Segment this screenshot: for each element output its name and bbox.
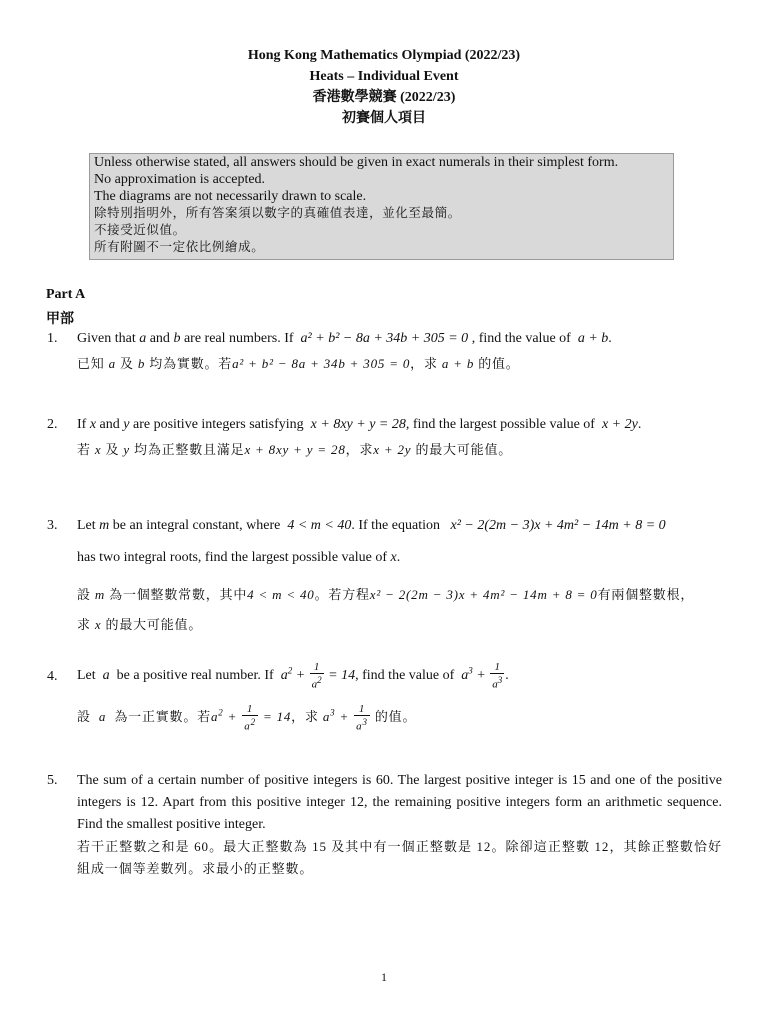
q3-text-line2: has two integral roots, find the largest possible value of [77, 550, 388, 565]
document-header [0, 45, 768, 129]
q1-text-d: , find the value of [471, 331, 571, 346]
question-4-zh [77, 703, 416, 733]
q4-text-a: Let [77, 668, 96, 684]
q3-equation: x² − 2(2m − 3)x + 4m² − 14m + 8 = 0 [450, 518, 666, 533]
q1-var-b: b [173, 331, 181, 346]
q4-zh-fraction: $\frac{1}{a^2}$ [244, 703, 256, 733]
q2-zh-target: x + 2y [373, 442, 412, 457]
q1-zh-target: a + b [441, 356, 475, 371]
q4-var-a: a [102, 668, 110, 684]
part-heading-zh: 甲部 [46, 312, 74, 327]
q3-zh-c: 。若方程 [314, 587, 370, 602]
q2-zh-equation: x + 8xy + y = 28 [244, 442, 346, 457]
question-3-zh [77, 584, 694, 603]
q1-equation: a² + b² − 8a + 34b + 305 = 0 [300, 331, 469, 346]
q4-zh-equation: $a^2$ + $\frac{1}{a^2}$ = 14 [210, 703, 292, 733]
q3-text-c: . If the equation [351, 518, 440, 533]
instructions-box [89, 153, 674, 260]
question-4-number: 4. [47, 669, 58, 684]
q1-zh-var-b: b [137, 356, 146, 371]
q3-zh-condition: 4 < m < 40 [247, 587, 315, 602]
q2-text-d: , find the largest possible value of [405, 417, 595, 432]
q2-zh-a: 若 [77, 442, 91, 457]
q3-condition: 4 < m < 40 [287, 518, 352, 533]
q4-fraction: $\frac{1}{a^2}$ [311, 661, 322, 691]
part-heading-en: Part A [46, 287, 86, 302]
q2-zh-c: 均為正整數且滿足 [134, 442, 245, 457]
q1-zh-var-a: a [108, 356, 116, 371]
title-en: Hong Kong Mathematics Olympiad (2022/23) [247, 48, 521, 63]
q4-zh-c: ，求 [291, 708, 319, 724]
q3-end: . [396, 550, 401, 565]
q4-zh-a: 設 [77, 708, 91, 724]
q1-zh-e: 的值。 [478, 356, 520, 371]
subtitle-en: Heats – Individual Event [309, 69, 459, 84]
q3-var-x: x [390, 550, 397, 565]
q4-zh-d: 的值。 [374, 708, 417, 724]
q3-zh-line2a: 求 [77, 617, 91, 632]
question-1-zh [77, 353, 520, 372]
q3-zh-var-m: m [94, 587, 106, 602]
q2-text-c: are positive integers satisfying [132, 417, 304, 432]
notice-line-1: Unless otherwise stated, all answers should be given in exact numerals in their simplest form. [94, 155, 619, 170]
q1-zh-d: ，求 [410, 356, 438, 371]
q4-text-c: , find the value of [355, 668, 455, 684]
q3-zh-d: 有兩個整數根， [597, 587, 695, 602]
notice-zh-3: 所有附圖不一定依比例繪成。 [94, 240, 265, 255]
q2-text-b: and [99, 417, 120, 432]
q4-target-fraction: $\frac{1}{a^3}$ [492, 661, 503, 691]
q1-var-a: a [139, 331, 147, 346]
q2-zh-var-y: y [123, 442, 130, 457]
q1-zh-a: 已知 [77, 356, 105, 371]
question-2-number: 2. [47, 417, 58, 432]
q1-zh-b: 及 [120, 356, 134, 371]
question-3-number: 3. [47, 518, 58, 533]
q2-zh-d: ，求 [345, 442, 374, 457]
q4-zh-target: $a^3$ + $\frac{1}{a^3}$ [322, 703, 368, 733]
notice-line-3: The diagrams are not necessarily drawn to scale. [94, 188, 367, 204]
q1-zh-c: 均為實數。若 [149, 356, 233, 371]
q1-text-b: and [149, 331, 170, 346]
question-3-en-line2 [77, 550, 400, 566]
q3-text-b: be an integral constant, where [112, 518, 281, 533]
q2-zh-b: 及 [105, 442, 120, 457]
title-zh: 香港數學競賽 (2022/23) [312, 90, 456, 105]
q1-text-a: Given that [77, 331, 136, 346]
q1-end: . [608, 331, 612, 346]
notice-zh-2: 不接受近似值。 [94, 223, 186, 238]
question-2-zh [77, 439, 512, 458]
q3-zh-var-x: x [94, 617, 102, 632]
q3-var-m: m [99, 518, 110, 533]
q3-zh-b: 為一個整數常數，其中 [109, 587, 248, 602]
q1-zh-equation: a² + b² − 8a + 34b + 305 = 0 [232, 356, 411, 371]
q3-zh-equation: x² − 2(2m − 3)x + 4m² − 14m + 8 = 0 [369, 587, 598, 602]
question-5-zh: 若干正整數之和是 60。最大正整數為 15 及其中有一個正整數是 12。除卻這正整數 12，其餘正整數恰好組成一個等差數列。求最小的正整數。 [77, 839, 722, 876]
q3-text-a: Let [77, 518, 96, 533]
q2-zh-var-x: x [94, 442, 102, 457]
question-4-en: Let a be a positive real number. If $a^2$ + $\frac{1}{a^2}$ = 14, find the value of $a^3$ + $\frac{1}{a^3}$ . [77, 661, 509, 691]
q3-zh-line2b: 的最大可能值。 [105, 617, 203, 632]
q1-text-c: are real numbers. If [183, 331, 294, 346]
q2-end: . [637, 417, 642, 432]
question-1-en [77, 331, 612, 347]
q4-zh-target-fraction: $\frac{1}{a^3}$ [356, 703, 368, 733]
q2-equation: x + 8xy + y = 28 [310, 417, 406, 432]
q4-text-b: be a positive real number. If [116, 668, 274, 684]
q4-equation: $a^2$ + $\frac{1}{a^2}$ = 14 [280, 661, 356, 691]
q4-zh-var-a: a [98, 708, 107, 724]
q2-target: x + 2y [601, 417, 638, 432]
page-number: 1 [381, 970, 387, 984]
notice-zh-1: 除特別指明外，所有答案須以數字的真確值表達，並化至最簡。 [94, 206, 461, 221]
question-5 [77, 770, 722, 880]
q4-target: $a^3$ + $\frac{1}{a^3}$ [461, 661, 503, 691]
question-5-number: 5. [47, 773, 58, 788]
q1-target: a + b [577, 331, 609, 346]
notice-line-2: No approximation is accepted. [94, 171, 266, 187]
q2-text-a: If [77, 417, 87, 432]
subtitle-zh: 初賽個人項目 [342, 111, 426, 126]
q3-zh-a: 設 [77, 587, 91, 602]
question-1-number: 1. [47, 331, 58, 346]
question-5-en: The sum of a certain number of positive integers is 60. The largest positive integer is 15 and one of the positive integers is 12. Apart from this positive integer 12, the remaining positive integers form an arithmetic sequence. Find the smallest positive integer. [77, 773, 722, 832]
question-3-en [77, 518, 666, 534]
q2-zh-e: 的最大可能值。 [415, 442, 513, 457]
q2-var-x: x [89, 417, 97, 432]
question-3-zh-line2 [77, 614, 202, 633]
q4-zh-b: 為一正實數。若 [114, 708, 211, 724]
question-2-en [77, 417, 641, 433]
q2-var-y: y [123, 417, 130, 432]
